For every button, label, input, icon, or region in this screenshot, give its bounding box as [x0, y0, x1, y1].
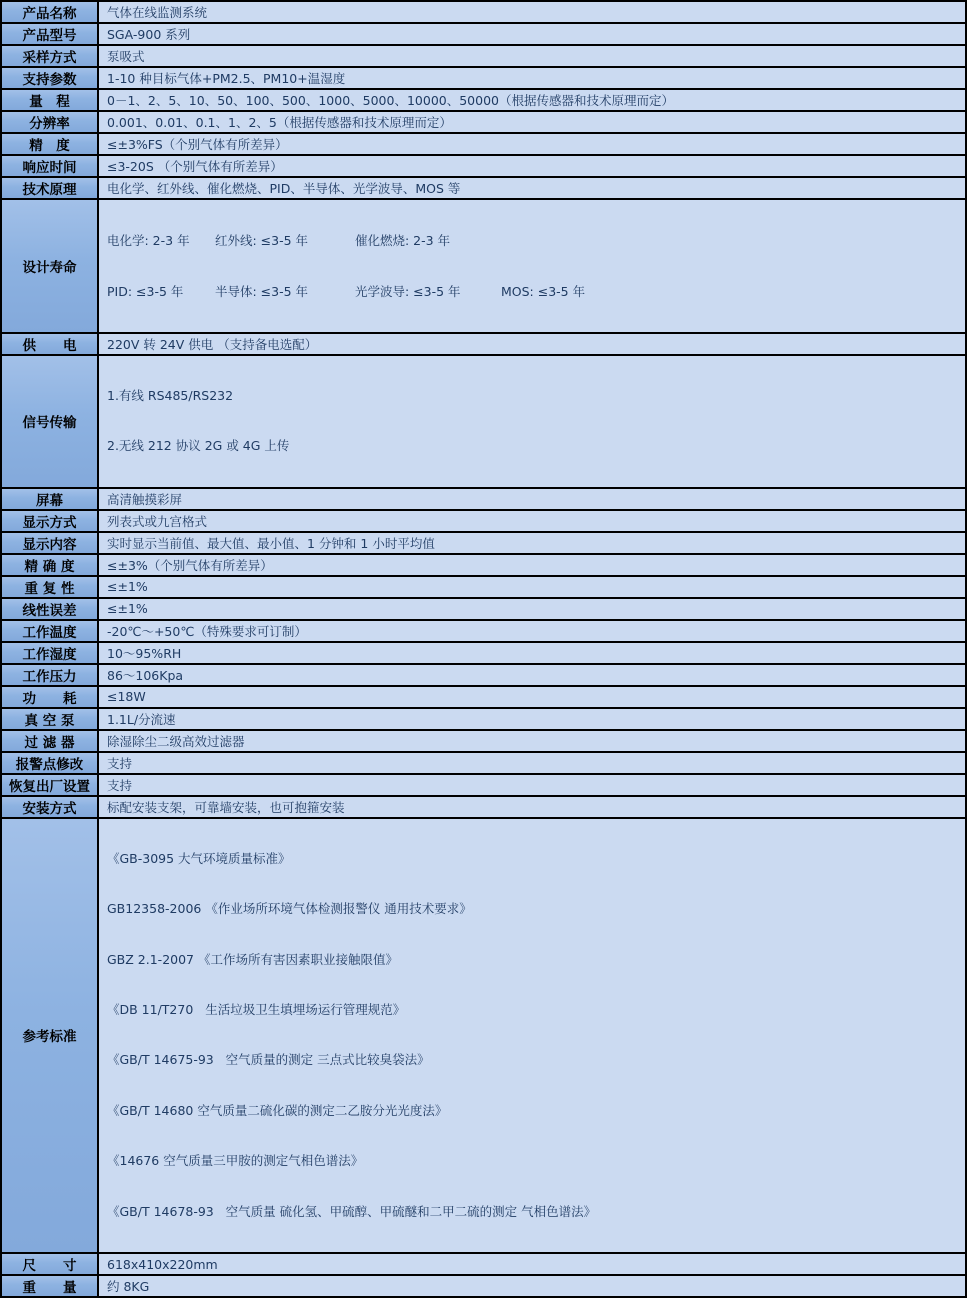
row-value: 10～95%RH: [98, 642, 966, 664]
row-label: 恢复出厂设置: [1, 774, 98, 796]
design-life-line-1: [107, 230, 965, 251]
row-value: ≤±1%: [98, 598, 966, 620]
table-row-display-content: [1, 532, 966, 554]
table-row-power-supply: [1, 333, 966, 355]
row-label: 过 滤 器: [1, 730, 98, 752]
row-value: 支持: [98, 774, 966, 796]
reference-standard-item: GBZ 2.1-2007 《工作场所有害因素职业接触限值》: [107, 951, 398, 967]
row-value: 1.1L/分流速: [98, 708, 966, 730]
design-life-cell: 红外线: ≤3-5 年: [215, 233, 309, 248]
reference-standard-item: 《GB-3095 大气环境质量标准》: [107, 850, 291, 866]
row-value: [98, 199, 966, 333]
row-label: 采样方式: [1, 45, 98, 67]
row-value: 列表式或九宫格式: [98, 510, 966, 532]
design-life-cell: 催化燃烧: 2-3 年: [355, 233, 451, 248]
table-row-working-temperature: [1, 620, 966, 642]
row-value: ≤±3%（个别气体有所差异）: [98, 554, 966, 576]
row-label: 报警点修改: [1, 752, 98, 774]
row-label: 产品名称: [1, 1, 98, 23]
table-row-design-life: [1, 199, 966, 333]
row-label: 屏幕: [1, 488, 98, 510]
design-life-cell: 电化学: 2-3 年: [107, 233, 190, 248]
row-label: 重 量: [1, 1275, 98, 1297]
row-label: 支持参数: [1, 67, 98, 89]
row-label: 响应时间: [1, 155, 98, 177]
design-life-cell: MOS: ≤3-5 年: [501, 284, 586, 299]
table-row-display-mode: [1, 510, 966, 532]
row-value: 除湿除尘二级高效过滤器: [98, 730, 966, 752]
row-value: 支持: [98, 752, 966, 774]
row-label: 线性误差: [1, 598, 98, 620]
row-value: 气体在线监测系统: [98, 1, 966, 23]
reference-standard-item: 《DB 11/T270 生活垃圾卫生填埋场运行管理规范》: [107, 1002, 406, 1018]
table-row-product-model: [1, 23, 966, 45]
row-label: 产品型号: [1, 23, 98, 45]
row-label: 参考标准: [1, 818, 98, 1253]
table-row-weight: [1, 1275, 966, 1297]
table-row-installation-method: [1, 796, 966, 818]
table-row-working-pressure: [1, 664, 966, 686]
row-value: [98, 818, 966, 1253]
row-label: 技术原理: [1, 177, 98, 199]
row-value: 0－1、2、5、10、50、100、500、1000、5000、10000、50000（根据传感器和技术原理而定）: [98, 89, 966, 111]
design-life-cell: [501, 230, 965, 251]
design-life-cell: PID: ≤3-5 年: [107, 284, 184, 299]
row-label: 设计寿命: [1, 199, 98, 333]
table-row-factory-reset: [1, 774, 966, 796]
row-label: 分辨率: [1, 111, 98, 133]
table-row-range: [1, 89, 966, 111]
row-label: 精 确 度: [1, 554, 98, 576]
row-label: 工作温度: [1, 620, 98, 642]
signal-line-2: 2.无线 212 协议 2G 或 4G 上传: [107, 438, 290, 454]
table-row-dimensions: [1, 1253, 966, 1275]
row-value: 220V 转 24V 供电 （支持备电选配）: [98, 333, 966, 355]
row-value: -20℃～+50℃（特殊要求可订制）: [98, 620, 966, 642]
row-value: 电化学、红外线、催化燃烧、PID、半导体、光学波导、MOS 等: [98, 177, 966, 199]
row-value: SGA-900 系列: [98, 23, 966, 45]
table-row-power-consumption: [1, 686, 966, 708]
table-row-filter: [1, 730, 966, 752]
reference-standard-item: GB12358-2006 《作业场所环境气体检测报警仪 通用技术要求》: [107, 901, 472, 917]
table-row-working-humidity: [1, 642, 966, 664]
row-label: 工作湿度: [1, 642, 98, 664]
row-value: [98, 355, 966, 488]
row-value: 1-10 种目标气体+PM2.5、PM10+温湿度: [98, 67, 966, 89]
row-value: ≤±1%: [98, 576, 966, 598]
row-value: ≤±3%FS（个别气体有所差异）: [98, 133, 966, 155]
row-label: 显示内容: [1, 532, 98, 554]
table-row-screen: [1, 488, 966, 510]
reference-standard-item: 《GB/T 14678-93 空气质量 硫化氢、甲硫醇、甲硫醚和二甲二硫的测定 气相色谱法》: [107, 1203, 597, 1219]
row-label: 信号传输: [1, 355, 98, 488]
table-row-repeatability: [1, 576, 966, 598]
table-row-vacuum-pump: [1, 708, 966, 730]
row-value: 泵吸式: [98, 45, 966, 67]
table-row-signal-transmission: [1, 355, 966, 488]
row-value: 约 8KG: [98, 1275, 966, 1297]
design-life-cell: 光学波导: ≤3-5 年: [355, 284, 461, 299]
table-row-reference-standards: [1, 818, 966, 1253]
row-label: 尺 寸: [1, 1253, 98, 1275]
row-value: 实时显示当前值、最大值、最小值、1 分钟和 1 小时平均值: [98, 532, 966, 554]
row-label: 重 复 性: [1, 576, 98, 598]
signal-line-1: 1.有线 RS485/RS232: [107, 388, 234, 403]
design-life-cell: 半导体: ≤3-5 年: [215, 284, 309, 299]
row-label: 工作压力: [1, 664, 98, 686]
row-label: 显示方式: [1, 510, 98, 532]
row-value: 618x410x220mm: [98, 1253, 966, 1275]
reference-standard-item: 《GB/T 14675-93 空气质量的测定 三点式比较臭袋法》: [107, 1052, 430, 1068]
row-label: 真 空 泵: [1, 708, 98, 730]
table-row-response-time: [1, 155, 966, 177]
table-row-supported-parameters: [1, 67, 966, 89]
row-value: 0.001、0.01、0.1、1、2、5（根据传感器和技术原理而定）: [98, 111, 966, 133]
reference-standard-item: 《GB/T 14680 空气质量二硫化碳的测定二乙胺分光光度法》: [107, 1102, 448, 1118]
table-row-precision: [1, 133, 966, 155]
row-label: 量 程: [1, 89, 98, 111]
table-row-product-name: [1, 1, 966, 23]
table-row-accuracy: [1, 554, 966, 576]
row-value: 标配安装支架，可靠墙安装，也可抱箍安装: [98, 796, 966, 818]
row-value: ≤18W: [98, 686, 966, 708]
row-value: 高清触摸彩屏: [98, 488, 966, 510]
row-label: 功 耗: [1, 686, 98, 708]
row-label: 安装方式: [1, 796, 98, 818]
table-row-resolution: [1, 111, 966, 133]
row-label: 精 度: [1, 133, 98, 155]
design-life-line-2: [107, 281, 965, 302]
reference-standard-item: 《14676 空气质量三甲胺的测定气相色谱法》: [107, 1153, 364, 1169]
table-row-linearity-error: [1, 598, 966, 620]
row-label: 供 电: [1, 333, 98, 355]
table-row-technical-principle: [1, 177, 966, 199]
table-row-alarm-point-modify: [1, 752, 966, 774]
row-value: 86～106Kpa: [98, 664, 966, 686]
row-value: ≤3-20S （个别气体有所差异）: [98, 155, 966, 177]
table-row-sampling-method: [1, 45, 966, 67]
